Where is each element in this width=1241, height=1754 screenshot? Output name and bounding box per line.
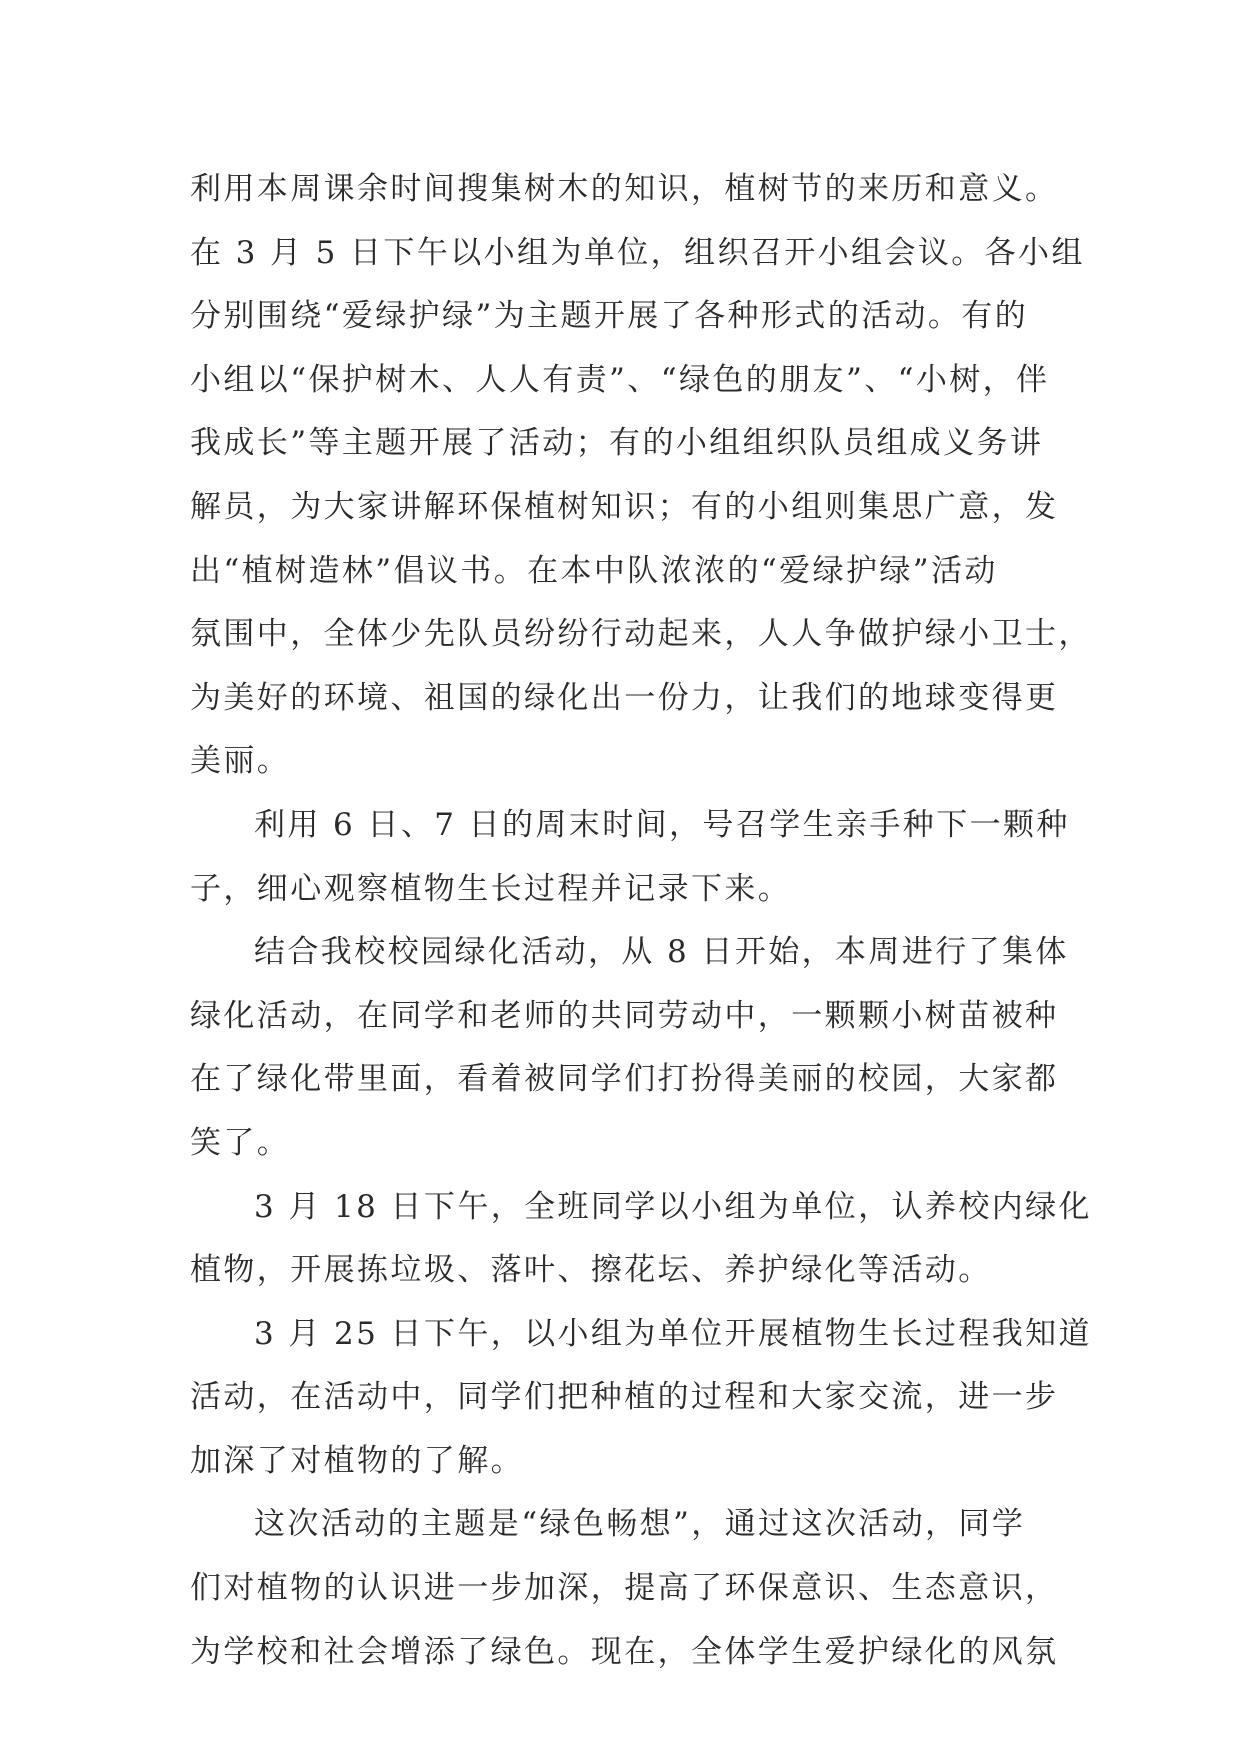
paragraph-first-line: 结合我校校园绿化活动，从 8 日开始，本周进行了集体 <box>254 934 1069 971</box>
text-line: 分别围绕“爱绿护绿”为主题开展了各种形式的活动。有的 <box>190 298 1029 335</box>
text-line: 加深了对植物的了解。 <box>190 1442 524 1479</box>
text-line: 植物，开展拣垃圾、落叶、擦花坛、养护绿化等活动。 <box>190 1252 992 1289</box>
text-line: 美丽。 <box>190 743 291 780</box>
text-line: 出“植树造林”倡议书。在本中队浓浓的“爱绿护绿”活动 <box>190 552 998 589</box>
text-line: 在了绿化带里面，看着被同学们打扮得美丽的校园，大家都 <box>190 1061 1059 1098</box>
text-line: 氛围中，全体少先队员纷纷行动起来，人人争做护绿小卫士， <box>190 616 1092 653</box>
text-line: 绿化活动，在同学和老师的共同劳动中，一颗颗小树苗被种 <box>190 997 1059 1034</box>
paragraph-first-line: 3 月 25 日下午，以小组为单位开展植物生长过程我知道 <box>254 1315 1092 1352</box>
text-line: 们对植物的认识进一步加深，提高了环保意识、生态意识， <box>190 1570 1059 1607</box>
paragraph-first-line: 利用 6 日、7 日的周末时间，号召学生亲手种下一颗种 <box>254 806 1070 843</box>
paragraph-first-line: 这次活动的主题是“绿色畅想”，通过这次活动，同学 <box>254 1506 1026 1543</box>
text-line: 为美好的环境、祖国的绿化出一份力，让我们的地球变得更 <box>190 679 1059 716</box>
text-line: 我成长”等主题开展了活动；有的小组组织队员组成义务讲 <box>190 425 1044 462</box>
text-line: 小组以“保护树木、人人有责”、“绿色的朋友”、“小树，伴 <box>190 361 1050 398</box>
text-line: 子，细心观察植物生长过程并记录下来。 <box>190 870 792 907</box>
text-line: 在 3 月 5 日下午以小组为单位，组织召开小组会议。各小组 <box>190 234 1085 271</box>
body-text <box>190 158 1092 1684</box>
text-line: 解员，为大家讲解环保植树知识；有的小组则集思广意，发 <box>190 488 1059 525</box>
text-line: 为学校和社会增添了绿色。现在，全体学生爱护绿化的风氛 <box>190 1633 1059 1670</box>
text-line: 利用本周课余时间搜集树木的知识，植树节的来历和意义。 <box>190 171 1059 207</box>
paragraph-first-line: 3 月 18 日下午，全班同学以小组为单位，认养校内绿化 <box>254 1188 1092 1225</box>
text-line: 活动，在活动中，同学们把种植的过程和大家交流，进一步 <box>190 1379 1059 1416</box>
text-line: 笑了。 <box>190 1124 291 1161</box>
